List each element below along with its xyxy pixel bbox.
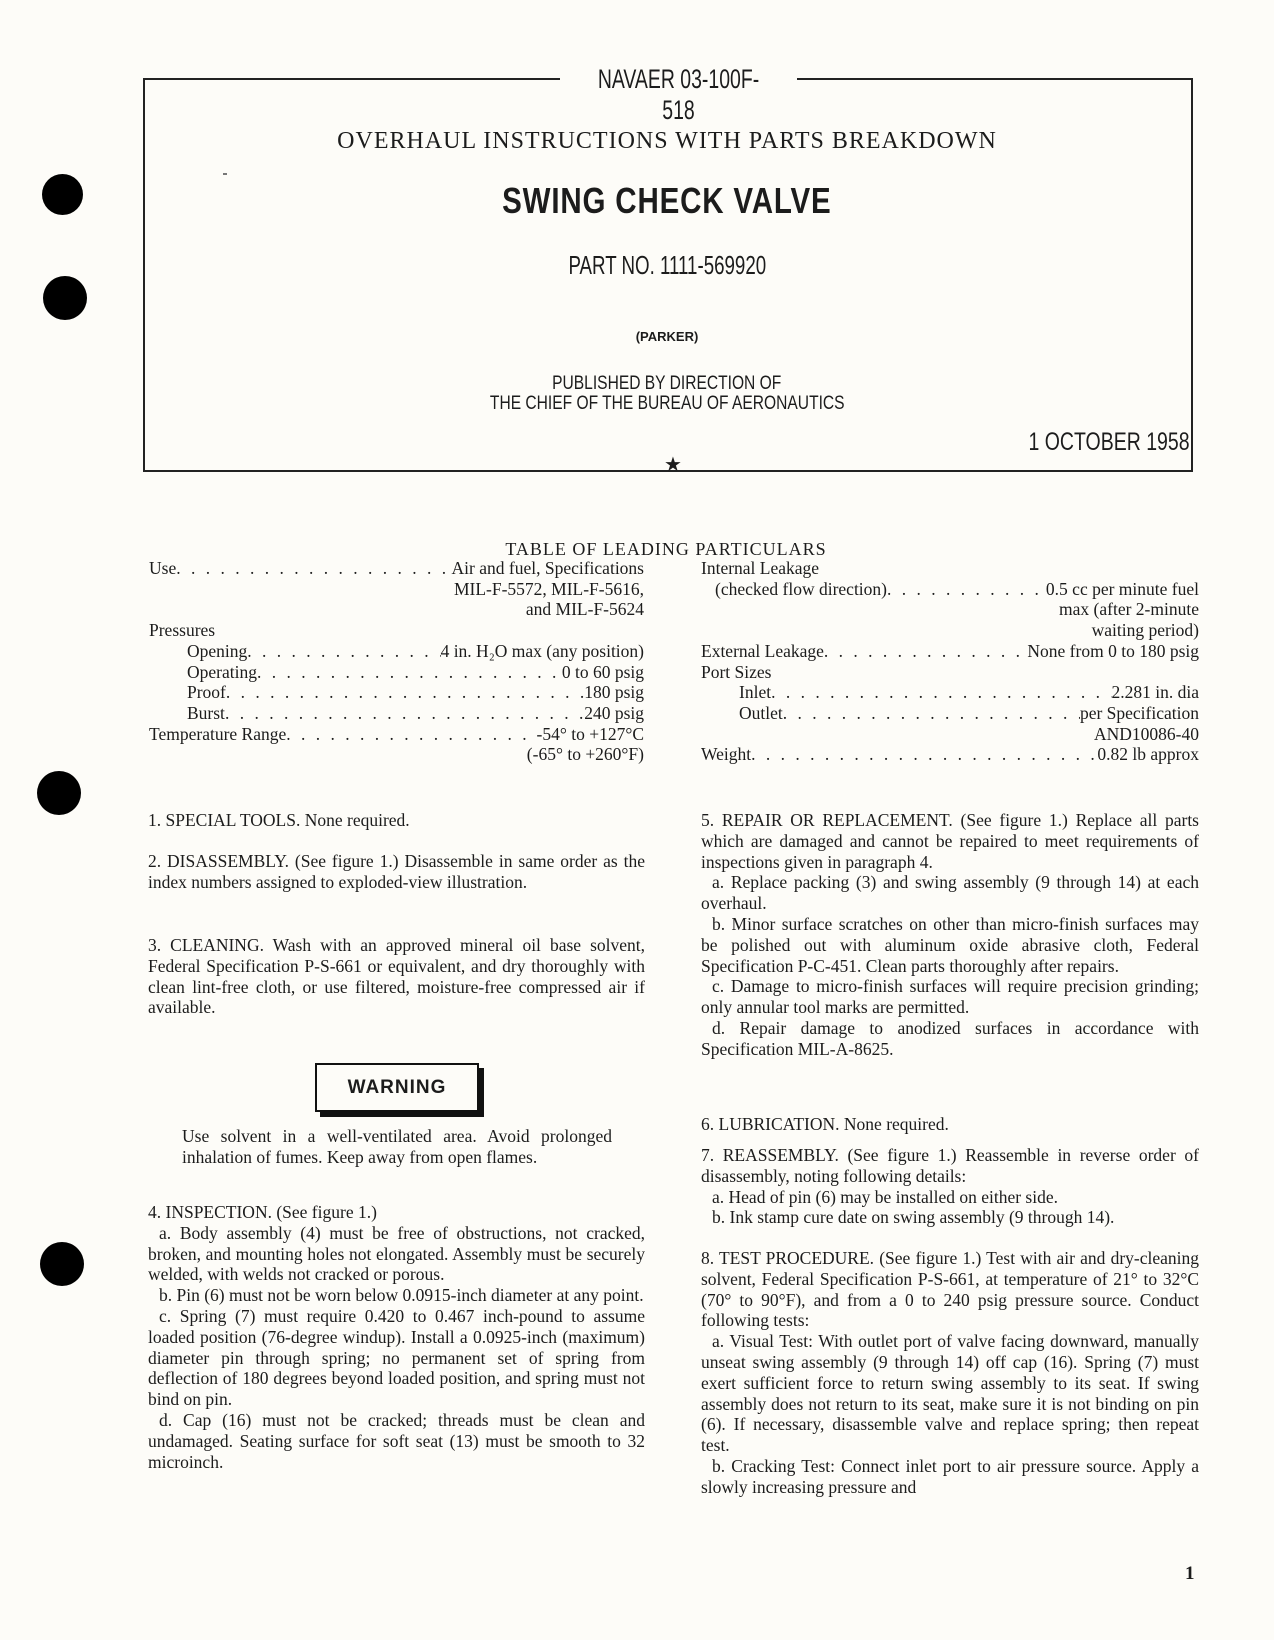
page-title: SWING CHECK VALVE: [502, 180, 832, 221]
particulars-title: TABLE OF LEADING PARTICULARS: [505, 539, 827, 559]
published-by-line-1: PUBLISHED BY DIRECTION OF: [552, 373, 782, 394]
particulars-right: [701, 558, 1199, 765]
value-cont: waiting period): [1091, 620, 1199, 641]
page-number: 1: [1185, 1563, 1195, 1584]
label: Weight: [701, 744, 752, 765]
value: 0.5 cc per minute fuel: [1045, 578, 1199, 599]
section-item: b. Minor surface scratches on other than micro-finish surfaces may be polished out with aluminum oxide abrasive cloth, Federal Specification P-C-451. Clean parts thoroughly after repairs.: [701, 913, 1199, 976]
particular-opening: [149, 641, 644, 662]
section-text: 1. SPECIAL TOOLS. None required.: [148, 810, 410, 830]
particular-use: [149, 558, 644, 579]
section-text: 6. LUBRICATION. None required.: [701, 1114, 949, 1134]
particular-checked-flow: [701, 579, 1199, 600]
section-item: a. Visual Test: With outlet port of valve facing downward, manually unseat swing assembly (9 through 14) off cap (16). Spring (7) must exert sufficient force to return swing assembly to its seat. If swing assembly does not return to its seat, make sure it is not binding on pin (6). If necessary, disassemble valve and replace spring; then repeat test.: [701, 1331, 1199, 1456]
value: 180 psig: [584, 682, 644, 703]
particular-proof: [149, 682, 644, 703]
value: Air and fuel, Specifications: [451, 558, 644, 578]
label: Temperature Range: [149, 723, 287, 744]
particular-inlet: [701, 682, 1199, 703]
value: None from 0 to 180 psig: [1027, 640, 1199, 661]
print-speck: [223, 173, 227, 175]
section-item: b. Ink stamp cure date on swing assembly (9 through 14).: [712, 1207, 1115, 1228]
label: External Leakage: [701, 640, 824, 661]
label: Opening: [187, 640, 248, 661]
section-7-reassembly: [701, 1145, 1199, 1228]
particular-weight: [701, 744, 1199, 765]
particular-port-sizes: Port Sizes: [701, 661, 772, 682]
section-1-special-tools: [148, 810, 645, 831]
label: (checked flow direction): [715, 578, 888, 599]
section-heading: 8. TEST PROCEDURE. (See figure 1.) Test with air and dry-cleaning solvent, Federal Specification P-S-661, at temperature of 21° to 32°C (70° to 90°F), and from a 0 to 240 psig pressure source. Conduct following tests:: [701, 1248, 1199, 1331]
binder-hole-lower: [37, 771, 81, 815]
particulars-left: [149, 558, 644, 765]
value-cont: and MIL-F-5624: [525, 599, 644, 620]
binder-hole-upper: [43, 276, 87, 320]
value: per Specification: [1079, 702, 1199, 723]
document-number: NAVAER 03-100F-518: [597, 64, 760, 125]
star-icon: ★: [664, 454, 682, 476]
document-type: OVERHAUL INSTRUCTIONS WITH PARTS BREAKDOWN: [337, 128, 997, 154]
section-6-lubrication: [701, 1114, 1199, 1135]
section-text: 2. DISASSEMBLY. (See figure 1.) Disassemble in same order as the index numbers assigned to exploded-view illustration.: [148, 851, 645, 892]
particular-pressures: Pressures: [149, 620, 216, 641]
warning-label: WARNING: [315, 1063, 479, 1112]
section-item: c. Spring (7) must require 0.420 to 0.467 inch-pound to assume loaded position (76-degree windup). Install a 0.0925-inch (maximum) diameter pin through spring; no permanent set of spring from deflection of 180 degrees beyond loaded position, and spring must not bind on pin.: [148, 1305, 645, 1410]
section-item: d. Cap (16) must not be cracked; threads must be clean and undamaged. Seating surface for soft seat (13) must be smooth to 32 microinch.: [148, 1409, 645, 1472]
label: Operating: [187, 661, 257, 682]
particular-operating: [149, 662, 644, 683]
value-cont: max (after 2-minute: [1059, 599, 1199, 620]
section-heading: 4. INSPECTION. (See figure 1.): [148, 1202, 377, 1222]
value-cont: AND10086-40: [1094, 723, 1199, 744]
section-item: a. Body assembly (4) must be free of obstructions, not cracked, broken, and mounting holes not elongated. Assembly must be securely welded, with welds not cracked or porous.: [148, 1222, 645, 1285]
published-by-line-2: THE CHIEF OF THE BUREAU OF AERONAUTICS: [489, 393, 845, 414]
section-8-test-procedure: [701, 1248, 1199, 1498]
section-heading: 7. REASSEMBLY. (See figure 1.) Reassemble in reverse order of disassembly, noting following details:: [701, 1145, 1199, 1186]
part-number: PART NO. 1111-569920: [568, 250, 766, 280]
section-5-repair: [701, 810, 1199, 1060]
section-4-inspection: [148, 1202, 645, 1472]
manufacturer: (PARKER): [635, 329, 699, 344]
particular-external-leakage: [701, 641, 1199, 662]
binder-hole-bottom: [40, 1242, 84, 1286]
particular-burst: [149, 703, 644, 724]
label: Proof: [187, 682, 226, 703]
label: Inlet: [739, 682, 772, 703]
section-item: c. Damage to micro-finish surfaces will require precision grinding; only annular tool marks are permitted.: [701, 976, 1199, 1018]
value-cont: (-65° to +260°F): [526, 744, 644, 765]
binder-hole-top: [42, 174, 83, 215]
value: 240 psig: [584, 702, 644, 723]
value: 0.82 lb approx: [1097, 744, 1199, 765]
publication-date: 1 OCTOBER 1958: [1028, 428, 1190, 456]
section-item: b. Pin (6) must not be worn below 0.0915-inch diameter at any point.: [159, 1285, 644, 1306]
section-item: b. Cracking Test: Connect inlet port to air pressure source. Apply a slowly increasing pressure and: [701, 1455, 1199, 1497]
section-heading: 5. REPAIR OR REPLACEMENT. (See figure 1.) Replace all parts which are damaged and cannot be repaired to meet requirements of inspections given in paragraph 4.: [701, 810, 1199, 872]
label: Burst: [187, 702, 225, 723]
section-text: 3. CLEANING. Wash with an approved mineral oil base solvent, Federal Specification P-S-661 or equivalent, and dry thoroughly with clean lint-free cloth, or use filtered, moisture-free compressed air if available.: [148, 935, 645, 1018]
value: 4 in. H₂O max (any position): [440, 640, 644, 661]
section-item: a. Head of pin (6) may be installed on either side.: [712, 1186, 1059, 1207]
section-item: a. Replace packing (3) and swing assembly (9 through 14) at each overhaul.: [701, 872, 1199, 914]
particular-outlet: [701, 703, 1199, 724]
section-3-cleaning: [148, 935, 645, 1018]
particular-internal-leakage: Internal Leakage: [701, 558, 820, 578]
label: Use: [149, 558, 177, 578]
particular-temperature: [149, 724, 644, 745]
value: 0 to 60 psig: [561, 661, 644, 682]
warning-text: [182, 1126, 612, 1168]
value-cont: MIL-F-5572, MIL-F-5616,: [453, 578, 644, 599]
section-2-disassembly: [148, 851, 645, 893]
warning-body: Use solvent in a well-ventilated area. Avoid prolonged inhalation of fumes. Keep away from open flames.: [182, 1126, 612, 1167]
value: -54° to +127°C: [536, 723, 644, 744]
value: 2.281 in. dia: [1111, 682, 1199, 703]
label: Outlet: [739, 702, 783, 723]
section-item: d. Repair damage to anodized surfaces in accordance with Specification MIL-A-8625.: [701, 1017, 1199, 1059]
